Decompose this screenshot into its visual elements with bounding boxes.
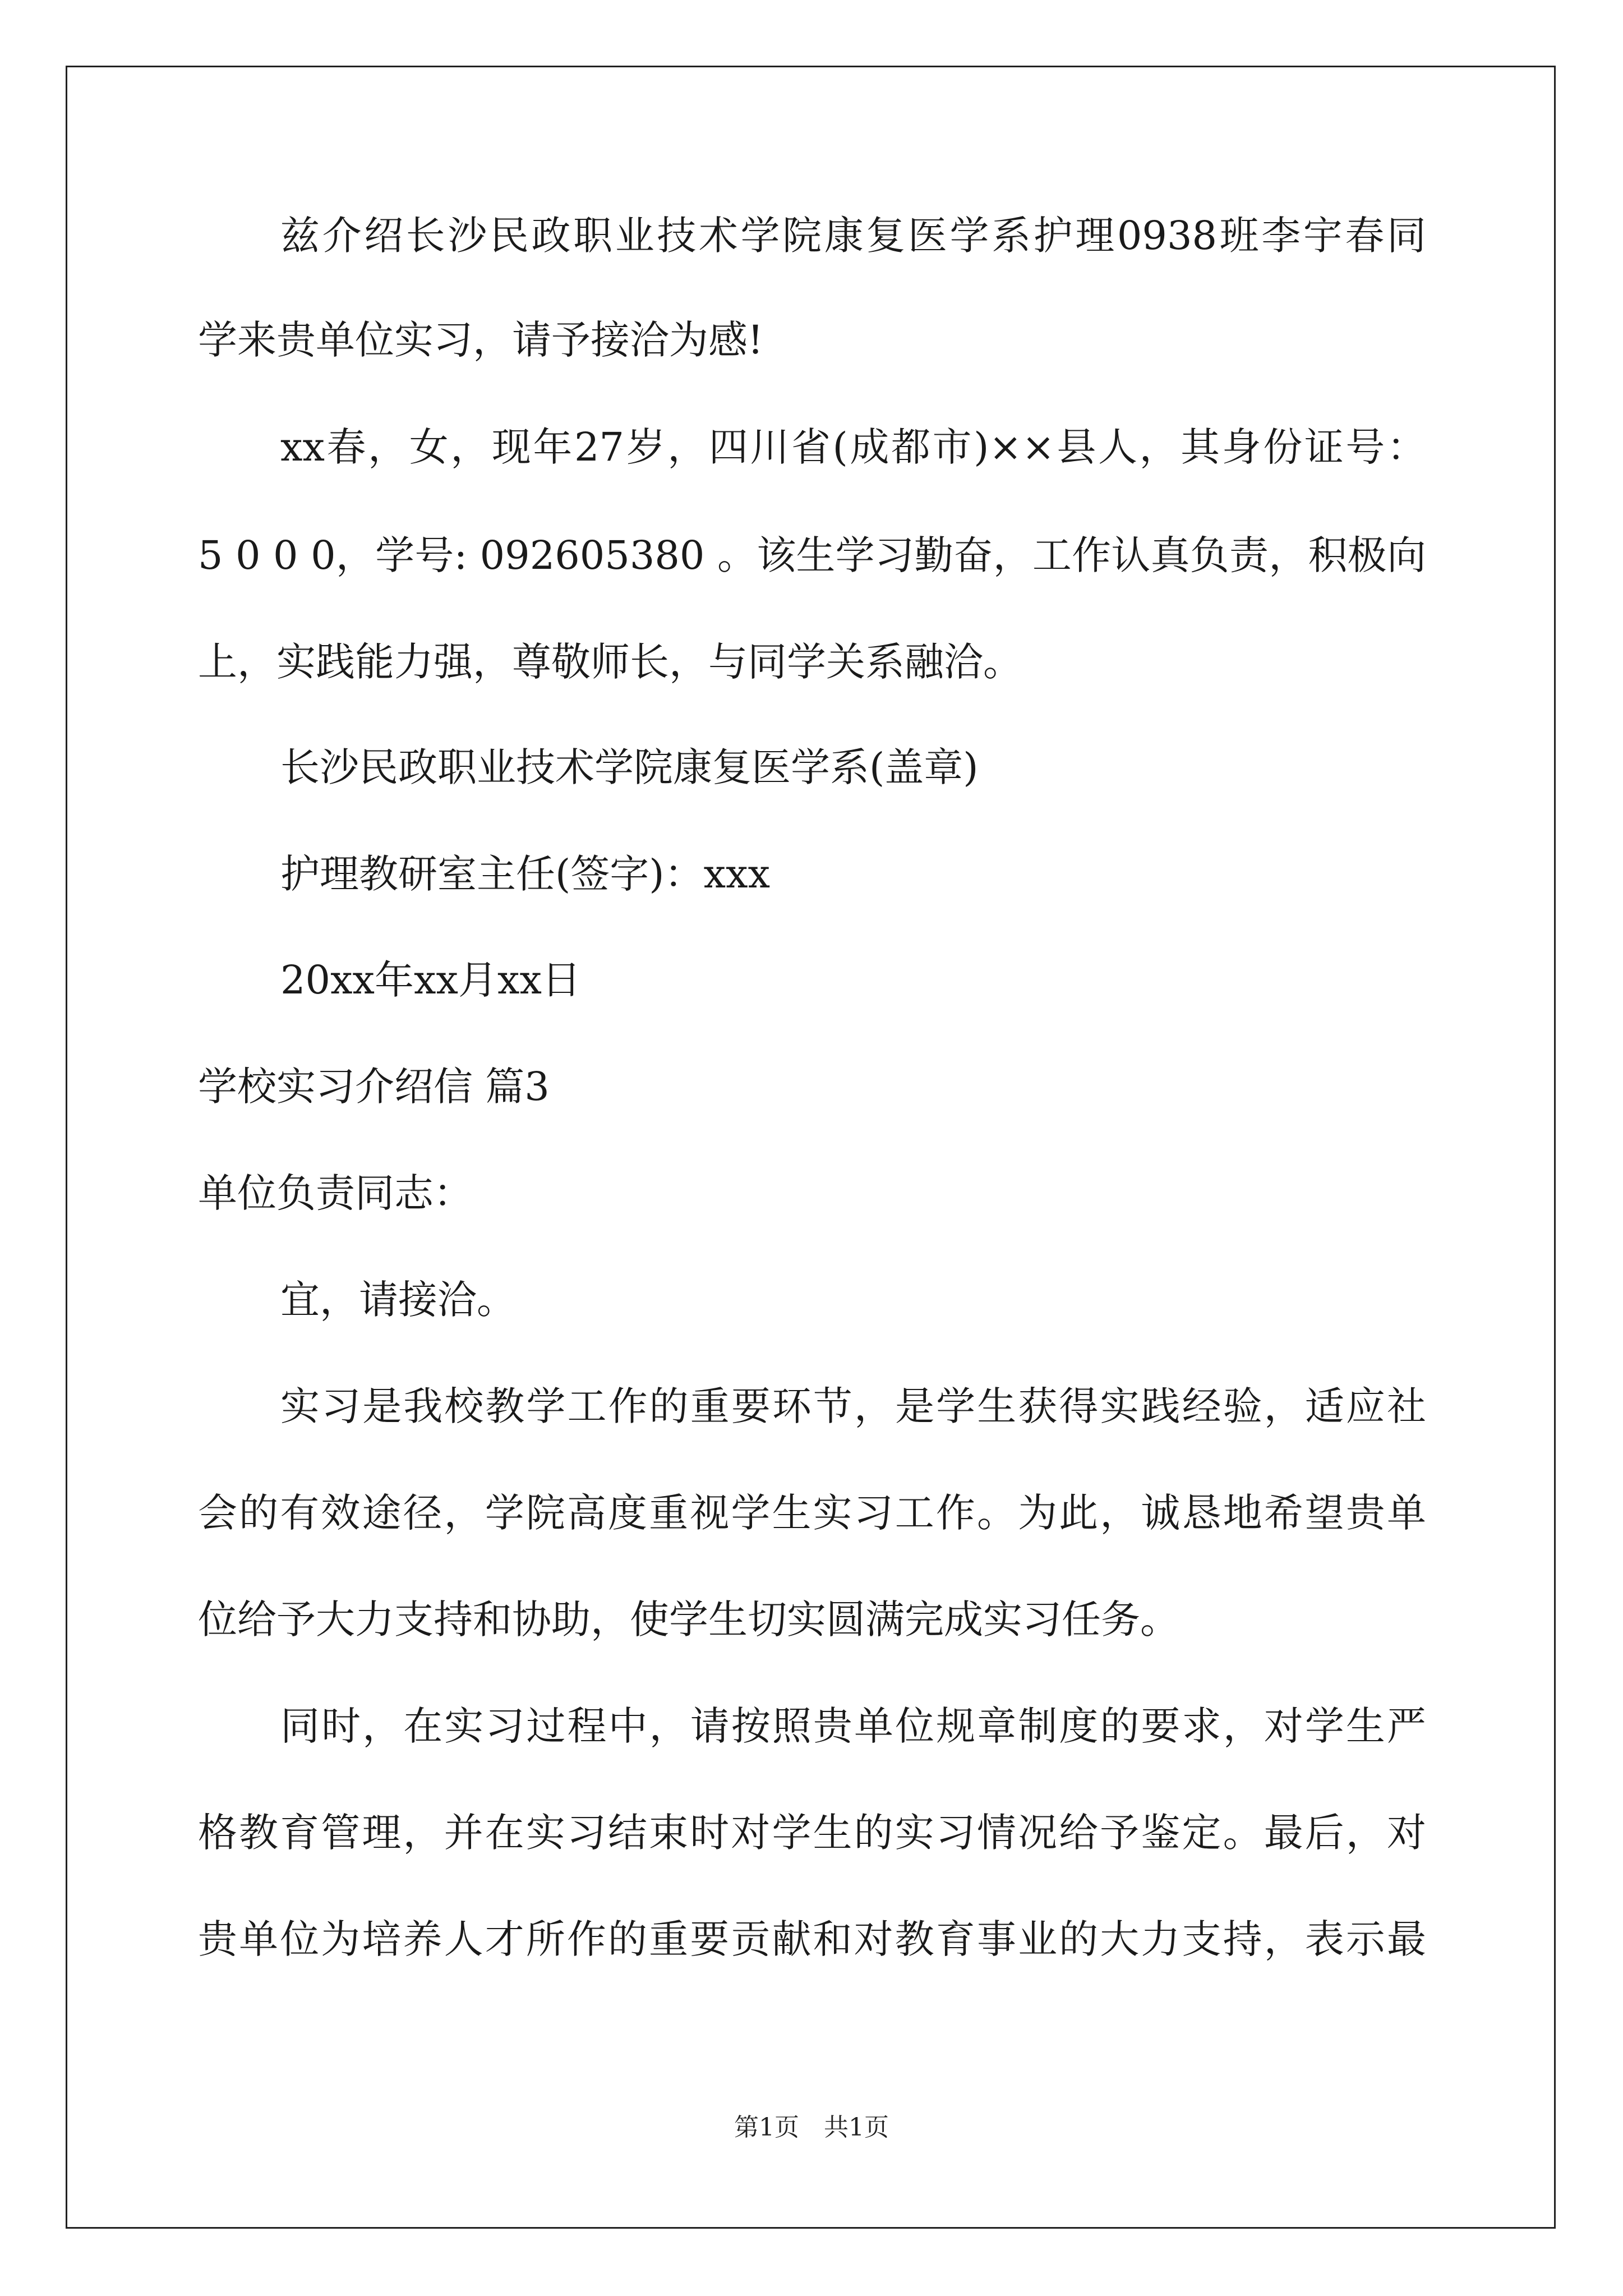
- section-heading: 学校实习介绍信 篇3: [198, 1064, 550, 1110]
- page-border: [66, 66, 1556, 2229]
- paragraph-line: xx春，女，现年27岁，四川省(成都市)××县人，其身份证号：: [280, 424, 1426, 470]
- signature-org: 长沙民政职业技术学院康复医学系(盖章): [280, 744, 979, 790]
- paragraph-line: 会的有效途径，学院高度重视学生实习工作。为此，诚恳地希望贵单: [198, 1490, 1426, 1536]
- paragraph-line: 兹介绍长沙民政职业技术学院康复医学系护理0938班李宇春同: [280, 213, 1426, 259]
- paragraph-line: 实习是我校教学工作的重要环节，是学生获得实践经验，适应社: [280, 1383, 1426, 1429]
- page-number: 第1页 共1页: [734, 2113, 889, 2142]
- paragraph-line: 5 0 0 0，学号: 092605380 。该生学习勤奋，工作认真负责，积极向: [198, 532, 1426, 578]
- signature-date: 20xx年xx月xx日: [280, 957, 581, 1003]
- paragraph-line: 贵单位为培养人才所作的重要贡献和对教育事业的大力支持，表示最: [198, 1916, 1426, 1962]
- paragraph-line: 上，实践能力强，尊敬师长，与同学关系融洽。: [198, 639, 1022, 685]
- salutation: 单位负责同志：: [198, 1170, 473, 1216]
- paragraph-line: 学来贵单位实习，请予接洽为感!: [198, 317, 764, 363]
- paragraph-line: 位给予大力支持和协助，使学生切实圆满完成实习任务。: [198, 1596, 1179, 1642]
- paragraph-line: 宜，请接洽。: [280, 1277, 516, 1323]
- signature-director: 护理教研室主任(签字)：xxx: [280, 851, 771, 897]
- paragraph-line: 格教育管理，并在实习结束时对学生的实习情况给予鉴定。最后，对: [198, 1810, 1426, 1856]
- paragraph-line: 同时，在实习过程中，请按照贵单位规章制度的要求，对学生严: [280, 1703, 1426, 1749]
